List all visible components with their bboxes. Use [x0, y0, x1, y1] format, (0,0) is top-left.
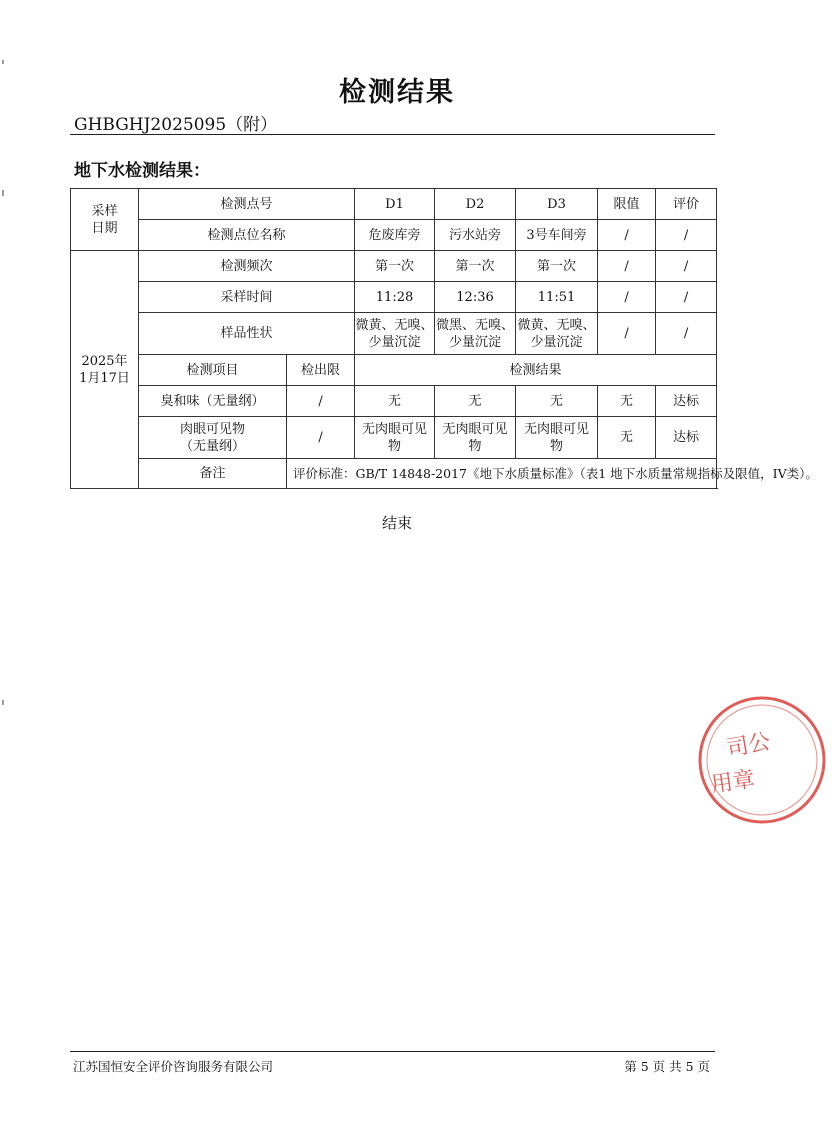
table-cell: 3号车间旁	[516, 220, 598, 251]
scan-mark	[2, 190, 4, 196]
table-row	[71, 386, 717, 417]
table-row	[71, 355, 717, 386]
scan-mark	[2, 60, 4, 64]
table-row	[71, 189, 717, 220]
table-cell: /	[598, 282, 656, 313]
table-row	[71, 417, 717, 459]
page-title: 检测结果	[339, 77, 455, 108]
table-cell: 达标	[656, 417, 717, 459]
header-divider	[70, 134, 715, 135]
footer-page-number: 第 5 页 共 5 页	[624, 1059, 710, 1074]
table-row	[71, 251, 717, 282]
table-cell: 微黄、无嗅、 少量沉淀	[355, 313, 435, 355]
footer-company: 江苏国恒安全评价咨询服务有限公司	[73, 1059, 274, 1074]
table-cell: 无肉眼可见 物	[516, 417, 598, 459]
svg-text:司公: 司公	[724, 729, 773, 762]
scan-mark	[2, 700, 4, 705]
table-cell: 微黑、无嗅、 少量沉淀	[435, 313, 516, 355]
table-cell: /	[656, 313, 717, 355]
table-cell: 11:28	[355, 282, 435, 313]
table-cell: 无	[516, 386, 598, 417]
table-cell: 11:51	[516, 282, 598, 313]
point-name-label: 检测点位名称	[139, 220, 355, 251]
table-cell: /	[598, 313, 656, 355]
note-text: 评价标准：GB/T 14848-2017《地下水质量标准》（表1 地下水质量常规指标及限值，IV类）。	[287, 459, 717, 489]
table-cell: 污水站旁	[435, 220, 516, 251]
footer-divider	[70, 1051, 715, 1052]
cell-d2: D2	[435, 189, 516, 220]
table-row	[71, 313, 717, 355]
document-number: GHBGHJ2025095（附）	[74, 115, 278, 135]
detection-limit: /	[287, 386, 355, 417]
table-cell: 达标	[656, 386, 717, 417]
table-cell: /	[656, 282, 717, 313]
company-seal	[692, 690, 832, 830]
table-cell: 第一次	[516, 251, 598, 282]
cell-d1: D1	[355, 189, 435, 220]
detection-limit-header: 检出限	[287, 355, 355, 386]
results-table	[70, 188, 818, 489]
item-name: 臭和味（无量纲）	[139, 386, 287, 417]
sampling-date-header: 采样 日期	[71, 189, 139, 251]
table-cell: 无肉眼可见 物	[355, 417, 435, 459]
result-header: 检测结果	[355, 355, 717, 386]
table-cell: 微黄、无嗅、 少量沉淀	[516, 313, 598, 355]
section-title: 地下水检测结果：	[74, 161, 210, 181]
svg-text:用章: 用章	[709, 767, 757, 798]
sample-character-label: 样品性状	[139, 313, 355, 355]
table-cell: 无	[435, 386, 516, 417]
table-row	[71, 220, 717, 251]
frequency-label: 检测频次	[139, 251, 355, 282]
sampling-date-value: 2025年 1月17日	[71, 251, 139, 489]
detection-limit: /	[287, 417, 355, 459]
table-cell: 无	[355, 386, 435, 417]
item-header: 检测项目	[139, 355, 287, 386]
note-label: 备注	[139, 459, 287, 489]
item-name: 肉眼可见物 （无量纲）	[139, 417, 287, 459]
table-cell: 无	[598, 417, 656, 459]
end-text: 结束	[381, 514, 412, 532]
limit-header: 限值	[598, 189, 656, 220]
table-cell: 12:36	[435, 282, 516, 313]
table-cell: 无	[598, 386, 656, 417]
table-cell: /	[598, 220, 656, 251]
table-cell: /	[656, 220, 717, 251]
table-cell: 第一次	[355, 251, 435, 282]
table-cell: /	[656, 251, 717, 282]
table-cell: 无肉眼可见 物	[435, 417, 516, 459]
table-cell: 第一次	[435, 251, 516, 282]
sampling-time-label: 采样时间	[139, 282, 355, 313]
table-cell: 危废库旁	[355, 220, 435, 251]
evaluation-header: 评价	[656, 189, 717, 220]
cell-d3: D3	[516, 189, 598, 220]
table-row	[71, 282, 717, 313]
point-number-label: 检测点号	[139, 189, 355, 220]
table-cell: /	[598, 251, 656, 282]
table-row	[71, 459, 717, 489]
